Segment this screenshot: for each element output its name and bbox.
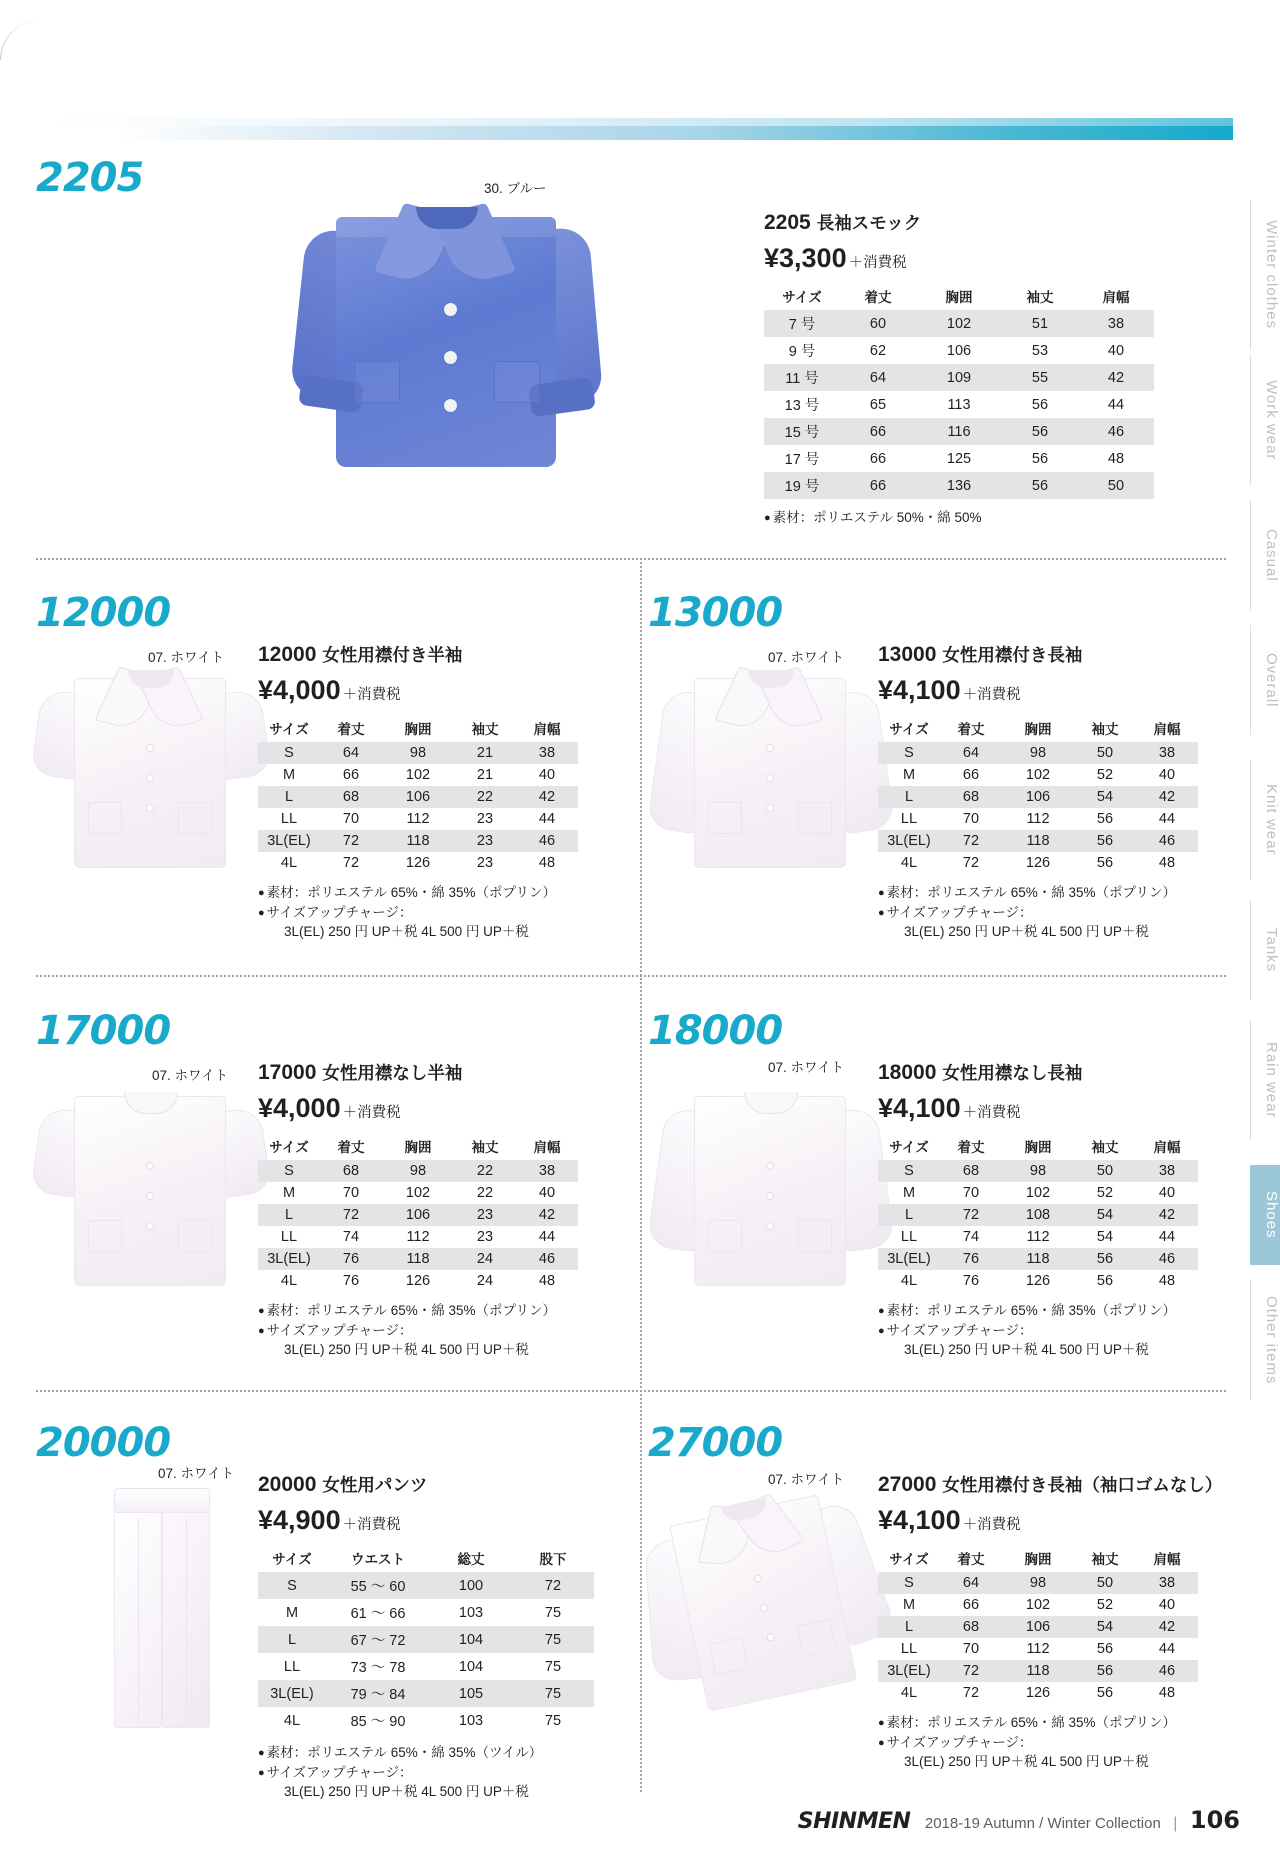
product-image-20000 bbox=[76, 1478, 256, 1738]
collection-label: 2018-19 Autumn / Winter Collection bbox=[924, 1815, 1161, 1832]
side-tab-tanks[interactable] bbox=[1250, 900, 1280, 1000]
product-image-18000 bbox=[656, 1070, 886, 1300]
product-notes-12000: ● 素材：ポリエステル 65%・綿 35%（ポプリン） ● サイズアップチャージ： 3L(EL) 250 円 UP＋税 4L 500 円 UP＋税 bbox=[258, 883, 578, 942]
table-row: S 64 98 50 38 bbox=[878, 742, 1198, 764]
product-code-large: 2205 bbox=[36, 155, 144, 201]
table-row: 15 号 66 116 56 46 bbox=[764, 418, 1154, 445]
table-row: 3L(EL) 72 118 56 46 bbox=[878, 830, 1198, 852]
product-price-20000 bbox=[258, 1505, 594, 1536]
table-row: 13 号 65 113 56 44 bbox=[784, 396, 1125, 414]
table-header-row bbox=[878, 715, 1198, 742]
size-table-17000 bbox=[258, 1133, 578, 1292]
upcharge-detail: 3L(EL) 250 円 UP＋税 4L 500 円 UP＋税 bbox=[904, 1754, 1149, 1770]
side-tab-label: Knit wear bbox=[1263, 784, 1280, 856]
product-name: 女性用パンツ bbox=[322, 1475, 428, 1495]
product-price-2205 bbox=[764, 243, 1154, 274]
size-table-27000 bbox=[878, 1545, 1198, 1704]
product-spec-2205 bbox=[764, 210, 1154, 528]
table-header-row bbox=[878, 1133, 1198, 1160]
table-row: 3L(EL) 76 118 56 46 bbox=[878, 1248, 1198, 1270]
price-tax-note: ＋消費税 bbox=[342, 687, 401, 703]
product-spec-12000 bbox=[258, 642, 578, 942]
product-notes-20000: ● 素材：ポリエステル 65%・綿 35%（ツイル） ● サイズアップチャージ： 3L(EL) 250 円 UP＋税 4L 500 円 UP＋税 bbox=[258, 1743, 594, 1802]
product-notes-18000: ● 素材：ポリエステル 65%・綿 35%（ポプリン） ● サイズアップチャージ： 3L(EL) 250 円 UP＋税 4L 500 円 UP＋税 bbox=[878, 1301, 1198, 1360]
side-tab-shoes[interactable] bbox=[1250, 1165, 1280, 1265]
table-header-row bbox=[878, 1545, 1198, 1572]
product-image-13000 bbox=[656, 652, 886, 882]
side-tab-other-items[interactable] bbox=[1250, 1280, 1280, 1400]
col-shoulder: 肩幅 bbox=[1153, 722, 1181, 737]
table-row: 11 号 64 109 55 42 bbox=[764, 364, 1154, 391]
section-divider bbox=[36, 558, 1226, 560]
upcharge-label: サイズアップチャージ： bbox=[266, 1764, 413, 1780]
product-notes-13000: ● 素材：ポリエステル 65%・綿 35%（ポプリン） ● サイズアップチャージ： 3L(EL) 250 円 UP＋税 4L 500 円 UP＋税 bbox=[878, 883, 1198, 942]
product-price-17000 bbox=[258, 1093, 578, 1124]
table-row: LL 70 112 23 44 bbox=[280, 811, 556, 827]
section-divider bbox=[36, 1390, 1226, 1392]
material-note: 素材：ポリエステル 50%・綿 50% bbox=[772, 510, 982, 525]
col-chest: 胸囲 bbox=[404, 1140, 432, 1155]
size-table-20000 bbox=[258, 1545, 594, 1734]
upcharge-label: サイズアップチャージ： bbox=[886, 904, 1033, 920]
col-chest: 胸囲 bbox=[1024, 722, 1052, 737]
col-shoulder: 肩幅 bbox=[1153, 1140, 1181, 1155]
product-name: 長袖スモック bbox=[816, 213, 922, 233]
product-notes-27000: ● 素材：ポリエステル 65%・綿 35%（ポプリン） ● サイズアップチャージ： 3L(EL) 250 円 UP＋税 4L 500 円 UP＋税 bbox=[878, 1713, 1222, 1772]
product-title-27000 bbox=[878, 1472, 1222, 1497]
table-row: LL 70 112 56 44 bbox=[900, 811, 1176, 827]
product-title-20000 bbox=[258, 1472, 594, 1497]
side-tab-label: Shoes bbox=[1263, 1191, 1280, 1239]
side-tab-label: Other items bbox=[1263, 1295, 1280, 1385]
col-chest: 胸囲 bbox=[1024, 1140, 1052, 1155]
product-name: 女性用襟なし長袖 bbox=[942, 1063, 1083, 1083]
product-number: 18000 bbox=[878, 1061, 937, 1084]
side-tab-label: Casual bbox=[1263, 528, 1280, 582]
size-table-18000 bbox=[878, 1133, 1198, 1292]
table-row: S 68 98 50 38 bbox=[878, 1160, 1198, 1182]
price-value: ¥3,300 bbox=[764, 243, 847, 273]
decorative-corner-arc bbox=[0, 20, 40, 60]
price-value: ¥4,000 bbox=[258, 675, 341, 705]
col-shoulder: 肩幅 bbox=[533, 1140, 561, 1155]
price-tax-note: ＋消費税 bbox=[962, 1105, 1021, 1121]
product-code-large: 27000 bbox=[648, 1420, 783, 1466]
product-image-17000 bbox=[36, 1070, 266, 1300]
product-name: 女性用襟なし半袖 bbox=[322, 1063, 463, 1083]
upcharge-detail: 3L(EL) 250 円 UP＋税 4L 500 円 UP＋税 bbox=[904, 924, 1149, 940]
footer-separator: | bbox=[1173, 1815, 1178, 1832]
table-header-row bbox=[258, 715, 578, 742]
product-title-12000 bbox=[258, 642, 578, 667]
price-value: ¥4,100 bbox=[878, 1505, 961, 1535]
category-side-tabs bbox=[1246, 200, 1280, 1580]
product-number: 2205 bbox=[764, 211, 811, 234]
table-row: LL 70 112 56 44 bbox=[900, 1641, 1176, 1657]
price-tax-note: ＋消費税 bbox=[962, 1517, 1021, 1533]
table-row: S 64 98 50 38 bbox=[878, 1572, 1198, 1594]
product-price-18000 bbox=[878, 1093, 1198, 1124]
side-tab-overall[interactable] bbox=[1250, 625, 1280, 735]
product-spec-20000 bbox=[258, 1472, 594, 1802]
side-tab-winter-clothes[interactable] bbox=[1250, 200, 1280, 350]
col-length: 着丈 bbox=[957, 1552, 985, 1567]
upcharge-label: サイズアップチャージ： bbox=[886, 1322, 1033, 1338]
color-label-17000: 07. ホワイト bbox=[152, 1068, 229, 1083]
price-value: ¥4,900 bbox=[258, 1505, 341, 1535]
table-row: 7 号 60 102 51 38 bbox=[764, 310, 1154, 337]
product-code-large: 12000 bbox=[36, 590, 171, 636]
col-size: サイズ bbox=[269, 722, 309, 737]
product-block-2205 bbox=[36, 155, 1226, 545]
col-chest: 胸囲 bbox=[404, 722, 432, 737]
col-shoulder: 肩幅 bbox=[1102, 290, 1130, 305]
material-note: 素材：ポリエステル 65%・綿 35%（ポプリン） bbox=[266, 1303, 556, 1318]
size-table-13000 bbox=[878, 715, 1198, 874]
column-divider bbox=[640, 562, 642, 1792]
table-row: M 61 〜 66 103 75 bbox=[285, 1604, 562, 1622]
col-length: 着丈 bbox=[864, 290, 892, 305]
table-row: S 55 〜 60 100 72 bbox=[258, 1572, 594, 1599]
product-spec-13000 bbox=[878, 642, 1198, 942]
table-row: M 66 102 52 40 bbox=[902, 767, 1176, 783]
side-tab-knit-wear[interactable] bbox=[1250, 760, 1280, 880]
table-row: L 68 106 54 42 bbox=[878, 786, 1198, 808]
upcharge-label: サイズアップチャージ： bbox=[886, 1734, 1033, 1750]
upcharge-detail: 3L(EL) 250 円 UP＋税 4L 500 円 UP＋税 bbox=[284, 924, 529, 940]
upcharge-detail: 3L(EL) 250 円 UP＋税 4L 500 円 UP＋税 bbox=[284, 1342, 529, 1358]
upcharge-detail: 3L(EL) 250 円 UP＋税 4L 500 円 UP＋税 bbox=[284, 1784, 529, 1800]
product-notes-2205: ● 素材：ポリエステル 50%・綿 50% bbox=[764, 510, 982, 525]
col-size: サイズ bbox=[269, 1140, 309, 1155]
table-row: S 64 98 21 38 bbox=[258, 742, 578, 764]
page-footer bbox=[0, 1806, 1280, 1834]
col-length: 着丈 bbox=[957, 722, 985, 737]
product-number: 17000 bbox=[258, 1061, 317, 1084]
table-row: 9 号 62 106 53 40 bbox=[788, 342, 1125, 360]
product-spec-27000 bbox=[878, 1472, 1222, 1772]
table-row: LL 74 112 23 44 bbox=[280, 1229, 556, 1245]
table-row: 4L 76 126 56 48 bbox=[900, 1273, 1176, 1289]
table-header-row bbox=[258, 1545, 594, 1572]
product-code-large: 17000 bbox=[36, 1008, 171, 1054]
table-row: 4L 76 126 24 48 bbox=[280, 1273, 556, 1289]
table-row: M 66 102 21 40 bbox=[282, 767, 556, 783]
table-row: 4L 85 〜 90 103 75 bbox=[283, 1712, 562, 1730]
table-header-row bbox=[764, 283, 1154, 310]
product-spec-18000 bbox=[878, 1060, 1198, 1360]
color-label-13000: 07. ホワイト bbox=[768, 650, 845, 665]
product-number: 13000 bbox=[878, 643, 937, 666]
section-divider bbox=[36, 975, 1226, 977]
table-row: 4L 72 126 56 48 bbox=[900, 855, 1176, 871]
price-value: ¥4,000 bbox=[258, 1093, 341, 1123]
col-sleeve: 袖丈 bbox=[471, 722, 499, 737]
product-spec-17000 bbox=[258, 1060, 578, 1360]
col-waist: ウエスト bbox=[351, 1552, 405, 1567]
table-row: 3L(EL) 72 118 56 46 bbox=[878, 1660, 1198, 1682]
product-image-27000 bbox=[627, 1461, 900, 1734]
product-image-2205 bbox=[296, 183, 596, 473]
col-size: サイズ bbox=[272, 1552, 312, 1567]
col-chest: 胸囲 bbox=[945, 290, 973, 305]
price-value: ¥4,100 bbox=[878, 1093, 961, 1123]
price-tax-note: ＋消費税 bbox=[848, 255, 907, 271]
table-row: L 67 〜 72 104 75 bbox=[258, 1626, 594, 1653]
table-row: L 72 106 23 42 bbox=[258, 1204, 578, 1226]
col-shoulder: 肩幅 bbox=[533, 722, 561, 737]
color-label-18000: 07. ホワイト bbox=[768, 1060, 845, 1075]
product-code-large: 13000 bbox=[648, 590, 783, 636]
col-size: サイズ bbox=[889, 1552, 929, 1567]
product-image-12000 bbox=[36, 652, 266, 882]
table-row: M 70 102 22 40 bbox=[282, 1185, 556, 1201]
col-length: 着丈 bbox=[337, 722, 365, 737]
color-label-12000: 07. ホワイト bbox=[148, 650, 225, 665]
product-title-13000 bbox=[878, 642, 1198, 667]
product-title-2205 bbox=[764, 210, 1154, 235]
table-row: 4L 72 126 56 48 bbox=[900, 1685, 1176, 1701]
product-price-12000 bbox=[258, 675, 578, 706]
brand-logo: SHINMEN bbox=[797, 1809, 911, 1834]
color-label-20000: 07. ホワイト bbox=[158, 1466, 235, 1481]
product-name: 女性用襟付き長袖 bbox=[942, 645, 1083, 665]
size-table-2205 bbox=[764, 283, 1154, 499]
side-tab-work-wear[interactable] bbox=[1250, 355, 1280, 485]
table-row: 3L(EL) 79 〜 84 105 75 bbox=[258, 1680, 594, 1707]
material-note: 素材：ポリエステル 65%・綿 35%（ポプリン） bbox=[266, 885, 556, 900]
col-sleeve: 袖丈 bbox=[1091, 1552, 1119, 1567]
price-tax-note: ＋消費税 bbox=[962, 687, 1021, 703]
table-row: 19 号 66 136 56 50 bbox=[764, 472, 1154, 499]
table-row: S 68 98 22 38 bbox=[258, 1160, 578, 1182]
table-row: 3L(EL) 72 118 23 46 bbox=[258, 830, 578, 852]
col-size: サイズ bbox=[889, 722, 929, 737]
side-tab-casual[interactable] bbox=[1250, 500, 1280, 610]
table-row: M 70 102 52 40 bbox=[902, 1185, 1176, 1201]
col-size: サイズ bbox=[889, 1140, 929, 1155]
price-tax-note: ＋消費税 bbox=[342, 1517, 401, 1533]
side-tab-label: Winter clothes bbox=[1263, 220, 1280, 330]
col-sleeve: 袖丈 bbox=[1091, 722, 1119, 737]
col-shoulder: 肩幅 bbox=[1153, 1552, 1181, 1567]
table-row: L 68 106 22 42 bbox=[258, 786, 578, 808]
table-header-row bbox=[258, 1133, 578, 1160]
side-tab-label: Tanks bbox=[1263, 927, 1280, 973]
col-size: サイズ bbox=[782, 290, 822, 305]
col-chest: 胸囲 bbox=[1024, 1552, 1052, 1567]
product-title-18000 bbox=[878, 1060, 1198, 1085]
upcharge-label: サイズアップチャージ： bbox=[266, 1322, 413, 1338]
product-notes-17000: ● 素材：ポリエステル 65%・綿 35%（ポプリン） ● サイズアップチャージ： 3L(EL) 250 円 UP＋税 4L 500 円 UP＋税 bbox=[258, 1301, 578, 1360]
product-name: 女性用襟付き長袖（袖口ゴムなし） bbox=[942, 1475, 1223, 1495]
material-note: 素材：ポリエステル 65%・綿 35%（ツイル） bbox=[266, 1745, 543, 1760]
upcharge-detail: 3L(EL) 250 円 UP＋税 4L 500 円 UP＋税 bbox=[904, 1342, 1149, 1358]
table-row: L 68 106 54 42 bbox=[878, 1616, 1198, 1638]
product-title-17000 bbox=[258, 1060, 578, 1085]
col-inseam: 股下 bbox=[539, 1552, 567, 1567]
product-name: 女性用襟付き半袖 bbox=[322, 645, 463, 665]
size-table-12000 bbox=[258, 715, 578, 874]
col-sleeve: 袖丈 bbox=[1026, 290, 1054, 305]
col-sleeve: 袖丈 bbox=[1091, 1140, 1119, 1155]
price-value: ¥4,100 bbox=[878, 675, 961, 705]
col-sleeve: 袖丈 bbox=[471, 1140, 499, 1155]
product-number: 20000 bbox=[258, 1473, 317, 1496]
material-note: 素材：ポリエステル 65%・綿 35%（ポプリン） bbox=[886, 885, 1176, 900]
material-note: 素材：ポリエステル 65%・綿 35%（ポプリン） bbox=[886, 1715, 1176, 1730]
upcharge-label: サイズアップチャージ： bbox=[266, 904, 413, 920]
side-tab-rain-wear[interactable] bbox=[1250, 1020, 1280, 1140]
table-row: 17 号 66 125 56 48 bbox=[784, 450, 1125, 468]
table-row: M 66 102 52 40 bbox=[902, 1597, 1176, 1613]
table-row: LL 73 〜 78 104 75 bbox=[283, 1658, 562, 1676]
side-tab-label: Rain wear bbox=[1263, 1041, 1280, 1119]
material-note: 素材：ポリエステル 65%・綿 35%（ポプリン） bbox=[886, 1303, 1176, 1318]
col-total-length: 総丈 bbox=[457, 1552, 485, 1567]
product-code-large: 18000 bbox=[648, 1008, 783, 1054]
table-row: LL 74 112 54 44 bbox=[900, 1229, 1176, 1245]
table-row: L 72 108 54 42 bbox=[878, 1204, 1198, 1226]
col-length: 着丈 bbox=[337, 1140, 365, 1155]
side-tab-label: Work wear bbox=[1263, 379, 1280, 461]
table-row: 4L 72 126 23 48 bbox=[280, 855, 556, 871]
product-price-13000 bbox=[878, 675, 1198, 706]
product-number: 27000 bbox=[878, 1473, 937, 1496]
price-tax-note: ＋消費税 bbox=[342, 1105, 401, 1121]
side-tab-label: Overall bbox=[1263, 652, 1280, 708]
color-label-27000: 07. ホワイト bbox=[768, 1472, 845, 1487]
color-label-2205: 30. ブルー bbox=[484, 181, 547, 196]
product-number: 12000 bbox=[258, 643, 317, 666]
table-row: 3L(EL) 76 118 24 46 bbox=[258, 1248, 578, 1270]
header-gradient-band bbox=[48, 118, 1233, 140]
page-number: 106 bbox=[1189, 1806, 1240, 1834]
product-price-27000 bbox=[878, 1505, 1222, 1536]
product-code-large: 20000 bbox=[36, 1420, 171, 1466]
col-length: 着丈 bbox=[957, 1140, 985, 1155]
